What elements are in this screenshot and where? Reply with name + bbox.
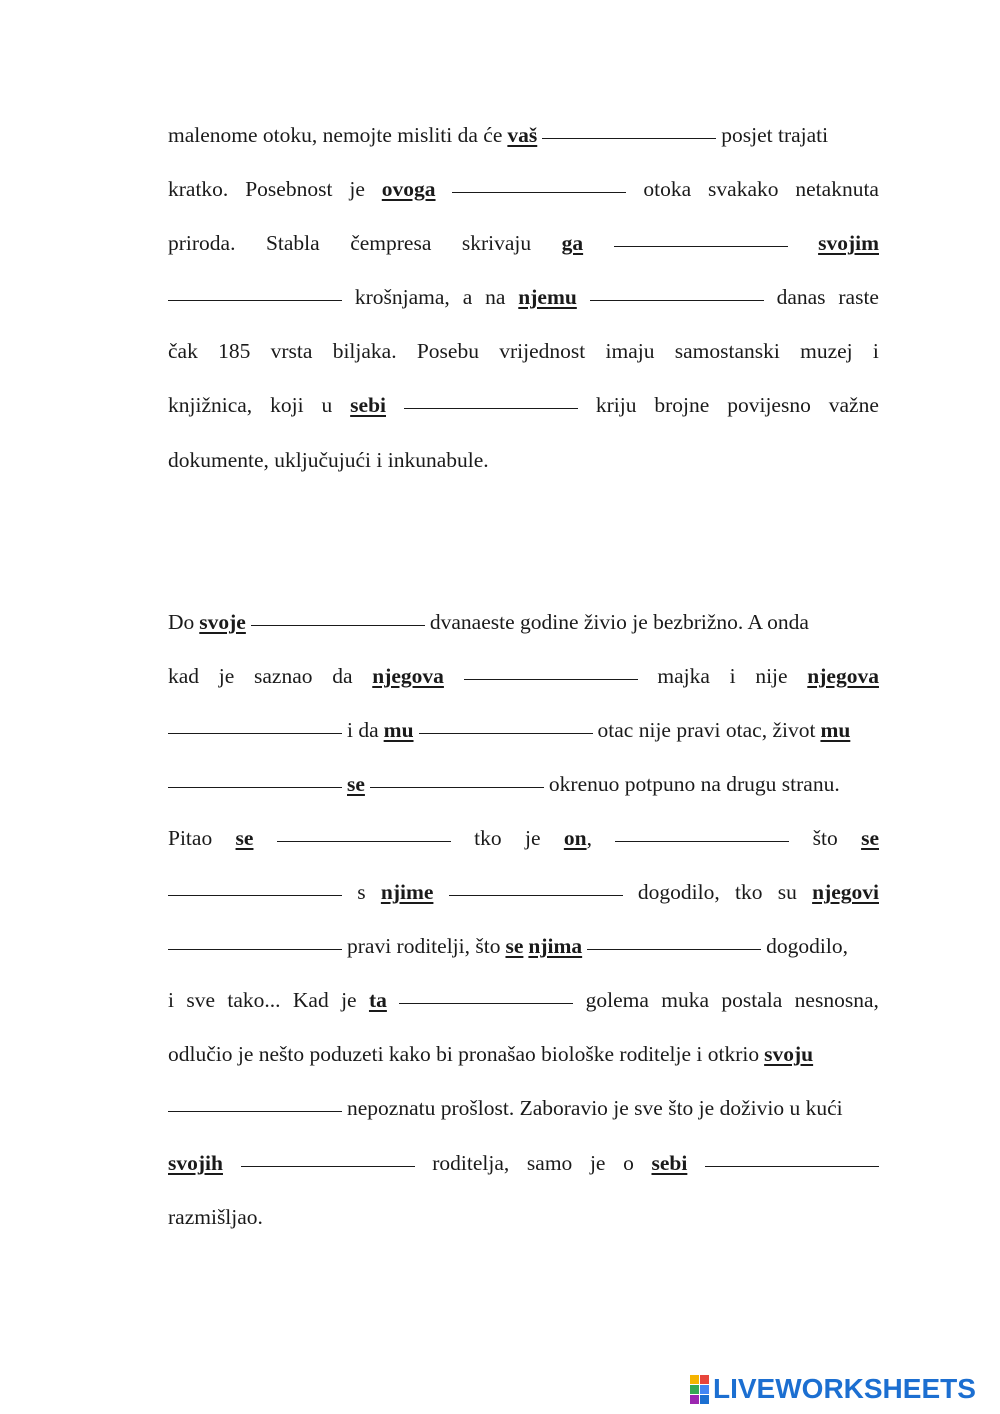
keyword: svoju — [764, 1042, 814, 1066]
keyword: ta — [368, 988, 387, 1012]
answer-blank[interactable] — [404, 406, 578, 409]
answer-blank[interactable] — [464, 677, 638, 680]
text-line: čak 185 vrsta biljaka. Posebu vrijednost imaju samostanski muzej i — [168, 339, 879, 363]
answer-blank[interactable] — [587, 947, 761, 950]
text-line: krošnjama, a na njemu danas raste — [168, 282, 879, 312]
text-line: i sve tako... Kad je ta golema muka postala nesnosna, — [168, 985, 879, 1015]
answer-blank[interactable] — [241, 1164, 415, 1167]
keyword: mu — [820, 718, 851, 742]
text-line: svojih roditelja, samo je o sebi — [168, 1148, 879, 1178]
keyword: sebi — [651, 1151, 688, 1175]
answer-blank[interactable] — [168, 947, 342, 950]
answer-blank[interactable] — [168, 731, 342, 734]
keyword: njegovi — [812, 880, 879, 904]
logo-mark-icon — [690, 1375, 709, 1404]
keyword: njegova — [807, 664, 879, 688]
keyword: vaš — [507, 123, 538, 147]
text-line: knjižnica, koji u sebi kriju brojne povijesno važne — [168, 390, 879, 420]
answer-blank[interactable] — [251, 623, 425, 626]
text-line: i da mu otac nije pravi otac, život mu — [168, 715, 879, 745]
answer-blank[interactable] — [452, 190, 626, 193]
answer-blank[interactable] — [705, 1164, 879, 1167]
text-line: Pitao se tko je on, što se — [168, 823, 879, 853]
text-line: Do svoje dvanaeste godine živio je bezbrižno. A onda — [168, 610, 809, 634]
answer-blank[interactable] — [168, 298, 342, 301]
keyword: njima — [528, 934, 583, 958]
text-line: nepoznatu prošlost. Zaboravio je sve što je doživio u kući — [168, 1093, 879, 1123]
answer-blank[interactable] — [614, 244, 788, 247]
keyword: svoje — [199, 610, 246, 634]
keyword: njime — [380, 880, 434, 904]
liveworksheets-logo — [690, 1374, 990, 1404]
text-line: odlučio je nešto poduzeti kako bi pronašao biološke roditelje i otkrio svoju — [168, 1042, 814, 1066]
text-line: kratko. Posebnost je ovoga otoka svakako netaknuta — [168, 174, 879, 204]
keyword: mu — [383, 718, 414, 742]
text-line: kad je saznao da njegova majka i nije njegova — [168, 661, 879, 691]
text-line: priroda. Stabla čempresa skrivaju ga svojim — [168, 228, 879, 258]
text-line: pravi roditelji, što se njima dogodilo, — [168, 931, 879, 961]
text-line: dokumente, uključujući i inkunabule. — [168, 448, 489, 472]
answer-blank[interactable] — [590, 298, 764, 301]
text-line: razmišljao. — [168, 1205, 263, 1229]
keyword: ovoga — [381, 177, 436, 201]
keyword: sebi — [350, 393, 386, 417]
text-line: se okrenuo potpuno na drugu stranu. — [168, 769, 879, 799]
keyword: se — [861, 826, 879, 850]
answer-blank[interactable] — [277, 839, 451, 842]
answer-blank[interactable] — [168, 1109, 342, 1112]
keyword: svojim — [818, 231, 879, 255]
answer-blank[interactable] — [542, 136, 716, 139]
answer-blank[interactable] — [399, 1001, 573, 1004]
answer-blank[interactable] — [449, 893, 623, 896]
text-line: s njime dogodilo, tko su njegovi — [168, 877, 879, 907]
keyword: svojih — [168, 1151, 223, 1175]
brand-name: LIVEWORKSHEETS — [713, 1373, 976, 1404]
answer-blank[interactable] — [168, 785, 342, 788]
answer-blank[interactable] — [168, 893, 342, 896]
keyword: njemu — [518, 285, 577, 309]
keyword: se — [347, 772, 365, 796]
keyword: se — [235, 826, 254, 850]
keyword: ga — [561, 231, 584, 255]
answer-blank[interactable] — [615, 839, 789, 842]
keyword: njegova — [372, 664, 444, 688]
keyword: se — [505, 934, 524, 958]
keyword: on — [563, 826, 587, 850]
answer-blank[interactable] — [419, 731, 593, 734]
text-line: malenome otoku, nemojte misliti da će vaš posjet trajati — [168, 123, 829, 147]
answer-blank[interactable] — [370, 785, 544, 788]
